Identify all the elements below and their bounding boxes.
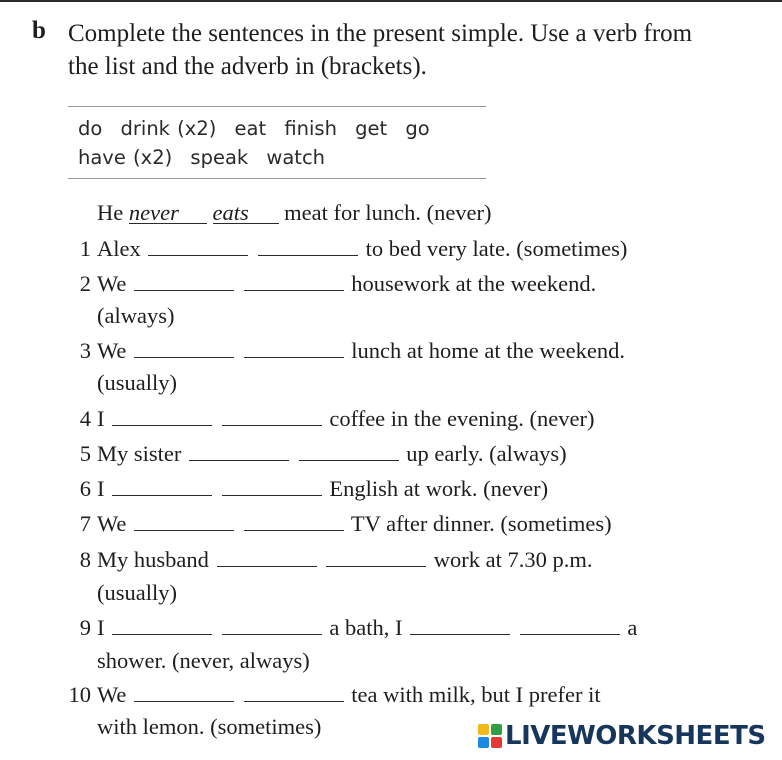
list-item: My husband work at 7.30 p.m. (97, 547, 593, 572)
word-box-item: eat (234, 117, 267, 140)
answer-blank[interactable] (189, 441, 289, 461)
answer-blank[interactable] (244, 338, 344, 358)
exercise-instruction: Complete the sentences in the present simple. Use a verb from the list and the adverb in (brackets). (68, 20, 693, 80)
answer-blank[interactable] (134, 271, 234, 291)
answer-blank[interactable] (112, 615, 212, 635)
item-number: 4 (79, 406, 91, 431)
list-item: My sister up early. (always) (97, 441, 567, 466)
answer-blank[interactable] (258, 236, 358, 256)
answer-blank[interactable] (244, 271, 344, 291)
example-answer-adverb: never (129, 203, 207, 224)
list-item-continuation: (usually) (97, 580, 177, 605)
item-number: 3 (79, 338, 91, 363)
word-box-item: have (x2) (78, 146, 173, 169)
answer-blank[interactable] (148, 236, 248, 256)
answer-blank[interactable] (134, 511, 234, 531)
answer-blank[interactable] (217, 547, 317, 567)
answer-blank[interactable] (112, 406, 212, 426)
word-box-top-rule (68, 106, 486, 107)
answer-blank[interactable] (222, 476, 322, 496)
example-answer-verb: eats (213, 203, 279, 224)
list-item: I coffee in the evening. (never) (97, 406, 595, 431)
answer-blank[interactable] (520, 615, 620, 635)
answer-blank[interactable] (134, 682, 234, 702)
list-item: I English at work. (never) (97, 476, 549, 501)
item-number: 10 (68, 682, 91, 707)
list-item: Alex to bed very late. (sometimes) (97, 236, 628, 261)
exercise-letter: b (32, 17, 46, 44)
list-item-continuation: shower. (never, always) (97, 648, 310, 673)
answer-blank[interactable] (112, 476, 212, 496)
list-item: We tea with milk, but I prefer it (97, 682, 601, 707)
answer-blank[interactable] (244, 682, 344, 702)
liveworksheets-logo (478, 720, 766, 752)
word-box-item: speak (190, 146, 249, 169)
word-box-bottom-rule (68, 178, 486, 179)
example-sentence: He never eats meat for lunch. (never) (97, 200, 492, 225)
item-number: 6 (79, 476, 91, 501)
word-box-item: get (355, 117, 388, 140)
answer-blank[interactable] (222, 406, 322, 426)
list-item-continuation: with lemon. (sometimes) (97, 714, 322, 739)
word-box-item: do (78, 117, 103, 140)
list-item: We lunch at home at the weekend. (97, 338, 625, 363)
liveworksheets-logo-icon (478, 724, 502, 748)
list-item: We TV after dinner. (sometimes) (97, 511, 612, 536)
item-number: 5 (79, 441, 91, 466)
list-item-continuation: (always) (97, 303, 175, 328)
top-rule (0, 0, 782, 2)
word-box-item: finish (284, 117, 337, 140)
item-number: 9 (79, 615, 91, 640)
item-number: 2 (79, 271, 91, 296)
answer-blank[interactable] (299, 441, 399, 461)
word-box-item: watch (266, 146, 326, 169)
list-item-continuation: (usually) (97, 370, 177, 395)
word-box-item: go (405, 117, 430, 140)
answer-blank[interactable] (134, 338, 234, 358)
list-item: We housework at the weekend. (97, 271, 597, 296)
answer-blank[interactable] (222, 615, 322, 635)
answer-blank[interactable] (244, 511, 344, 531)
item-number: 1 (79, 236, 91, 261)
answer-blank[interactable] (410, 615, 510, 635)
word-box-item: drink (x2) (120, 117, 217, 140)
answer-blank[interactable] (326, 547, 426, 567)
logo-text: LIVEWORKSHEETS (505, 721, 766, 751)
item-number: 7 (79, 511, 91, 536)
list-item: I a bath, I a (97, 615, 638, 640)
word-box (78, 114, 488, 172)
item-number: 8 (79, 547, 91, 572)
